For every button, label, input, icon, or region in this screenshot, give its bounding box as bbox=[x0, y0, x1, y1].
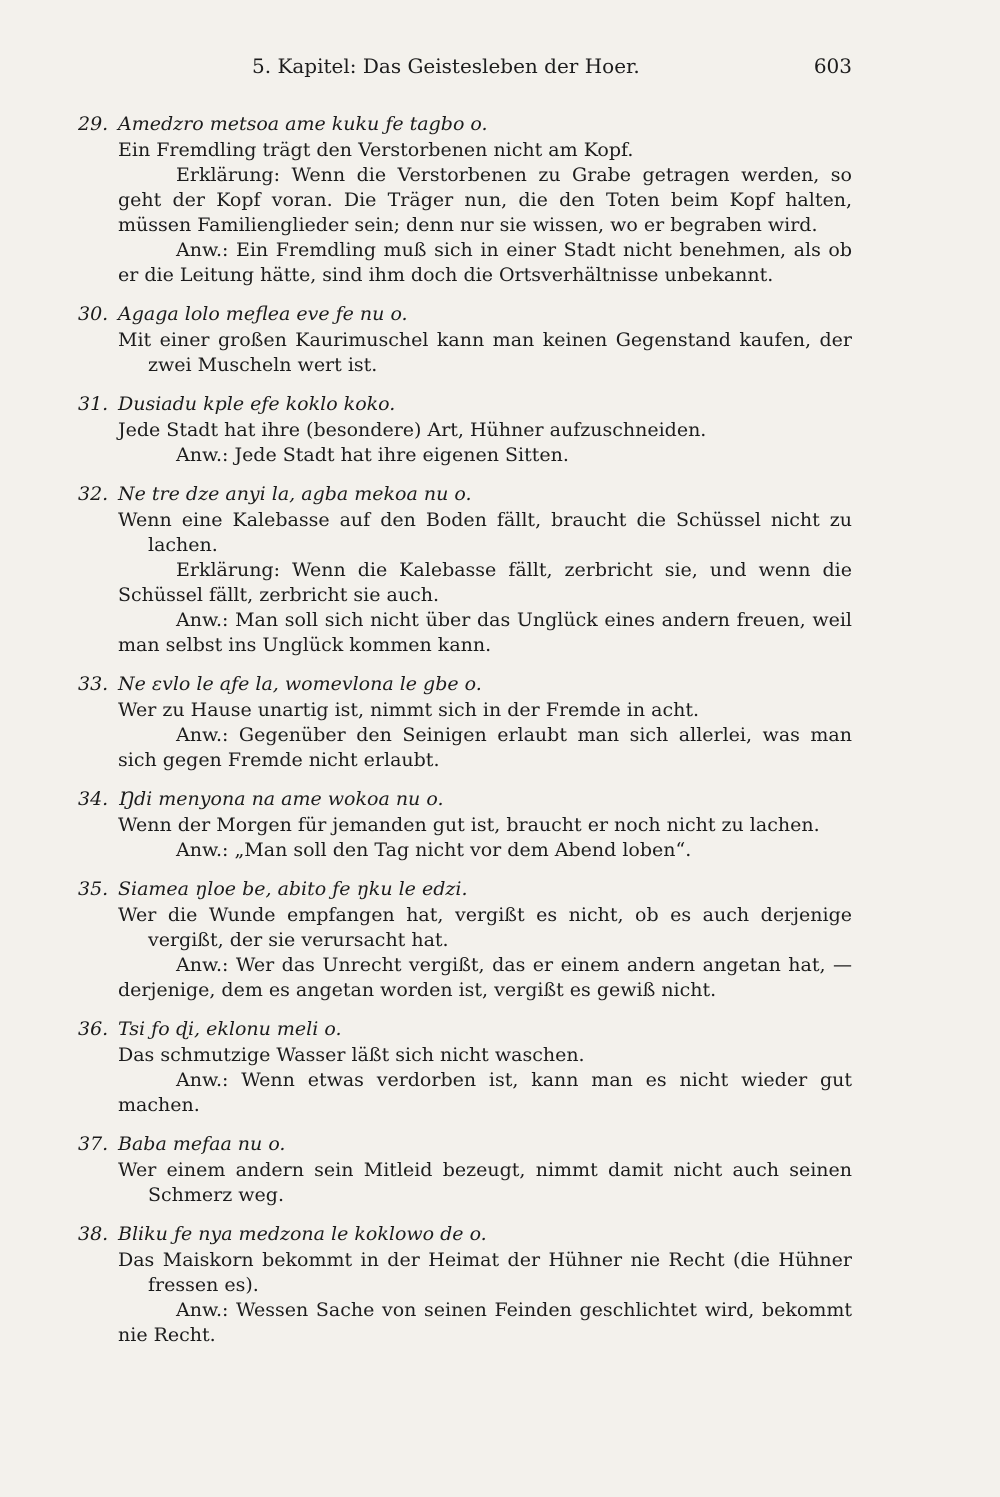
proverb-number: 29. bbox=[78, 113, 109, 135]
proverb-entry bbox=[78, 300, 852, 378]
proverb-head bbox=[78, 480, 852, 508]
proverb-head bbox=[78, 390, 852, 418]
proverb-head bbox=[78, 1015, 852, 1043]
proverb-entry bbox=[78, 785, 852, 863]
proverb-head bbox=[78, 875, 852, 903]
proverb-head bbox=[78, 670, 852, 698]
proverb-head bbox=[78, 110, 852, 138]
proverb-translation: Wer die Wunde empfangen hat, vergißt es nicht, ob es auch derjenige vergißt, der sie verursacht hat. bbox=[118, 904, 852, 951]
proverb-text: Agaga lolo meƒlea eve ƒe nu o. bbox=[118, 303, 408, 325]
proverb-text: Bliku ƒe nya medzona le koklowo de o. bbox=[118, 1223, 487, 1245]
proverb-translation: Wer einem andern sein Mitleid bezeugt, nimmt damit nicht auch seinen Schmerz weg. bbox=[118, 1159, 852, 1206]
proverb-application: Anw.: Wessen Sache von seinen Feinden geschlichtet wird, bekommt nie Recht. bbox=[118, 1299, 852, 1346]
proverb-translation: Wer zu Hause unartig ist, nimmt sich in der Fremde in acht. bbox=[118, 699, 699, 721]
proverb-entry bbox=[78, 110, 852, 288]
page-number: 603 bbox=[813, 54, 852, 78]
proverb-number: 36. bbox=[78, 1018, 109, 1040]
proverb-head bbox=[78, 300, 852, 328]
proverb-entry bbox=[78, 480, 852, 658]
proverb-application: Anw.: Ein Fremdling muß sich in einer Stadt nicht benehmen, als ob er die Leitung hätte, sind ihm doch die Ortsverhältnisse unbekannt. bbox=[118, 239, 852, 286]
proverb-entry bbox=[78, 1015, 852, 1118]
proverb-head bbox=[78, 785, 852, 813]
proverb-application: Anw.: Wer das Unrecht vergißt, das er einem andern angetan hat, — derjenige, dem es angetan worden ist, vergißt es gewiß nicht. bbox=[118, 954, 852, 1001]
proverb-application: Anw.: „Man soll den Tag nicht vor dem Abend loben“. bbox=[176, 839, 692, 861]
proverb-text: Tsi ƒo ɖi, eklonu meli o. bbox=[118, 1018, 342, 1040]
proverb-translation: Wenn eine Kalebasse auf den Boden fällt, braucht die Schüssel nicht zu lachen. bbox=[118, 509, 852, 556]
proverb-number: 34. bbox=[78, 788, 109, 810]
proverb-head bbox=[78, 1220, 852, 1248]
proverb-text: Baba mefaa nu o. bbox=[118, 1133, 286, 1155]
proverb-translation: Mit einer großen Kaurimuschel kann man keinen Gegenstand kaufen, der zwei Muscheln wert ist. bbox=[118, 329, 852, 376]
proverb-number: 32. bbox=[78, 483, 109, 505]
proverb-number: 31. bbox=[78, 393, 109, 415]
proverb-text: Siamea ŋloe be, abito ƒe ŋku le edzi. bbox=[118, 878, 468, 900]
proverb-explanation: Erklärung: Wenn die Verstorbenen zu Grabe getragen werden, so geht der Kopf voran. Die Träger nun, die den Toten beim Kopf halten, müssen Familienglieder sein; denn nur sie wissen, wo er begraben wird. bbox=[118, 164, 852, 236]
proverb-translation: Das Maiskorn bekommt in der Heimat der Hühner nie Recht (die Hühner fressen es). bbox=[118, 1249, 852, 1296]
proverb-text: Ŋdi menyona na ame wokoa nu o. bbox=[118, 788, 444, 810]
proverb-application: Anw.: Wenn etwas verdorben ist, kann man es nicht wieder gut machen. bbox=[118, 1069, 852, 1116]
proverb-application: Anw.: Gegenüber den Seinigen erlaubt man sich allerlei, was man sich gegen Fremde nicht erlaubt. bbox=[118, 724, 852, 771]
proverb-text: Ne tre dze anyi la, agba mekoa nu o. bbox=[118, 483, 472, 505]
proverb-number: 33. bbox=[78, 673, 109, 695]
running-header bbox=[118, 54, 852, 86]
proverb-number: 37. bbox=[78, 1133, 109, 1155]
proverb-entry bbox=[78, 1130, 852, 1208]
chapter-title: 5. Kapitel: Das Geistesleben der Hoer. bbox=[252, 54, 640, 78]
proverb-number: 38. bbox=[78, 1223, 109, 1245]
proverb-number: 35. bbox=[78, 878, 109, 900]
proverb-text: Ne ɛvlo le aƒe la, womevlona le gbe o. bbox=[118, 673, 482, 695]
proverb-text: Dusiadu kple eƒe koklo koko. bbox=[118, 393, 396, 415]
proverb-translation: Ein Fremdling trägt den Verstorbenen nicht am Kopf. bbox=[118, 139, 634, 161]
proverb-number: 30. bbox=[78, 303, 109, 325]
proverb-translation: Wenn der Morgen für jemanden gut ist, braucht er noch nicht zu lachen. bbox=[118, 814, 820, 836]
proverb-entry bbox=[78, 875, 852, 1003]
proverb-translation: Jede Stadt hat ihre (besondere) Art, Hühner aufzuschneiden. bbox=[118, 419, 707, 441]
proverb-list bbox=[78, 110, 852, 1360]
proverb-text: Amedzro metsoa ame kuku ƒe tagbo o. bbox=[118, 113, 488, 135]
proverb-translation: Das schmutzige Wasser läßt sich nicht waschen. bbox=[118, 1044, 585, 1066]
proverb-entry bbox=[78, 670, 852, 773]
proverb-application: Anw.: Jede Stadt hat ihre eigenen Sitten. bbox=[176, 444, 569, 466]
proverb-explanation: Erklärung: Wenn die Kalebasse fällt, zerbricht sie, und wenn die Schüssel fällt, zerbricht sie auch. bbox=[118, 559, 852, 606]
proverb-entry bbox=[78, 390, 852, 468]
proverb-entry bbox=[78, 1220, 852, 1348]
proverb-application: Anw.: Man soll sich nicht über das Unglück eines andern freuen, weil man selbst ins Unglück kommen kann. bbox=[118, 609, 852, 656]
proverb-head bbox=[78, 1130, 852, 1158]
